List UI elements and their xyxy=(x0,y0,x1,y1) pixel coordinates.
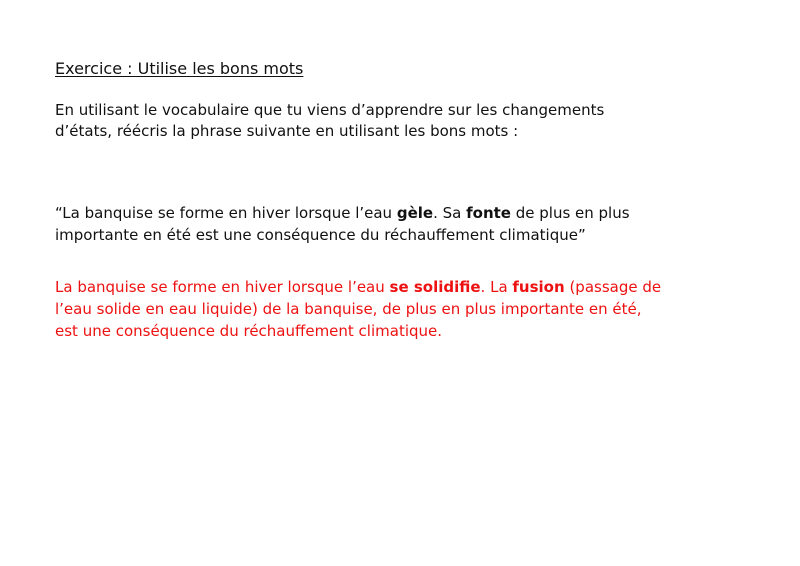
keyword-fusion: fusion xyxy=(512,278,565,296)
corrected-answer xyxy=(55,276,755,342)
keyword-se-solidifie: se solidifie xyxy=(389,278,481,296)
answer-line-2: l’eau solide en eau liquide) de la banquise, de plus en plus importante en été, xyxy=(55,300,642,318)
answer-text: . La xyxy=(480,278,513,296)
answer-line-3: est une conséquence du réchauffement climatique. xyxy=(55,322,443,340)
keyword-gele: gèle xyxy=(396,204,434,222)
original-text: “La banquise se forme en hiver lorsque l’eau xyxy=(55,204,397,222)
original-sentence-line-1 xyxy=(55,202,755,224)
instructions-line-1: En utilisant le vocabulaire que tu viens d’apprendre sur les changements xyxy=(55,101,605,119)
original-sentence xyxy=(55,202,755,246)
keyword-fonte: fonte xyxy=(466,204,511,222)
original-sentence-line-2: importante en été est une conséquence du réchauffement climatique” xyxy=(55,226,586,244)
exercise-instructions xyxy=(55,100,735,142)
answer-text: (passage de xyxy=(564,278,662,296)
original-text: de plus en plus xyxy=(510,204,630,222)
original-text: . Sa xyxy=(433,204,467,222)
answer-text: La banquise se forme en hiver lorsque l’eau xyxy=(55,278,390,296)
exercise-title: Exercice : Utilise les bons mots xyxy=(55,59,304,78)
answer-line-1 xyxy=(55,276,755,298)
instructions-line-2: d’états, réécris la phrase suivante en utilisant les bons mots : xyxy=(55,122,519,140)
